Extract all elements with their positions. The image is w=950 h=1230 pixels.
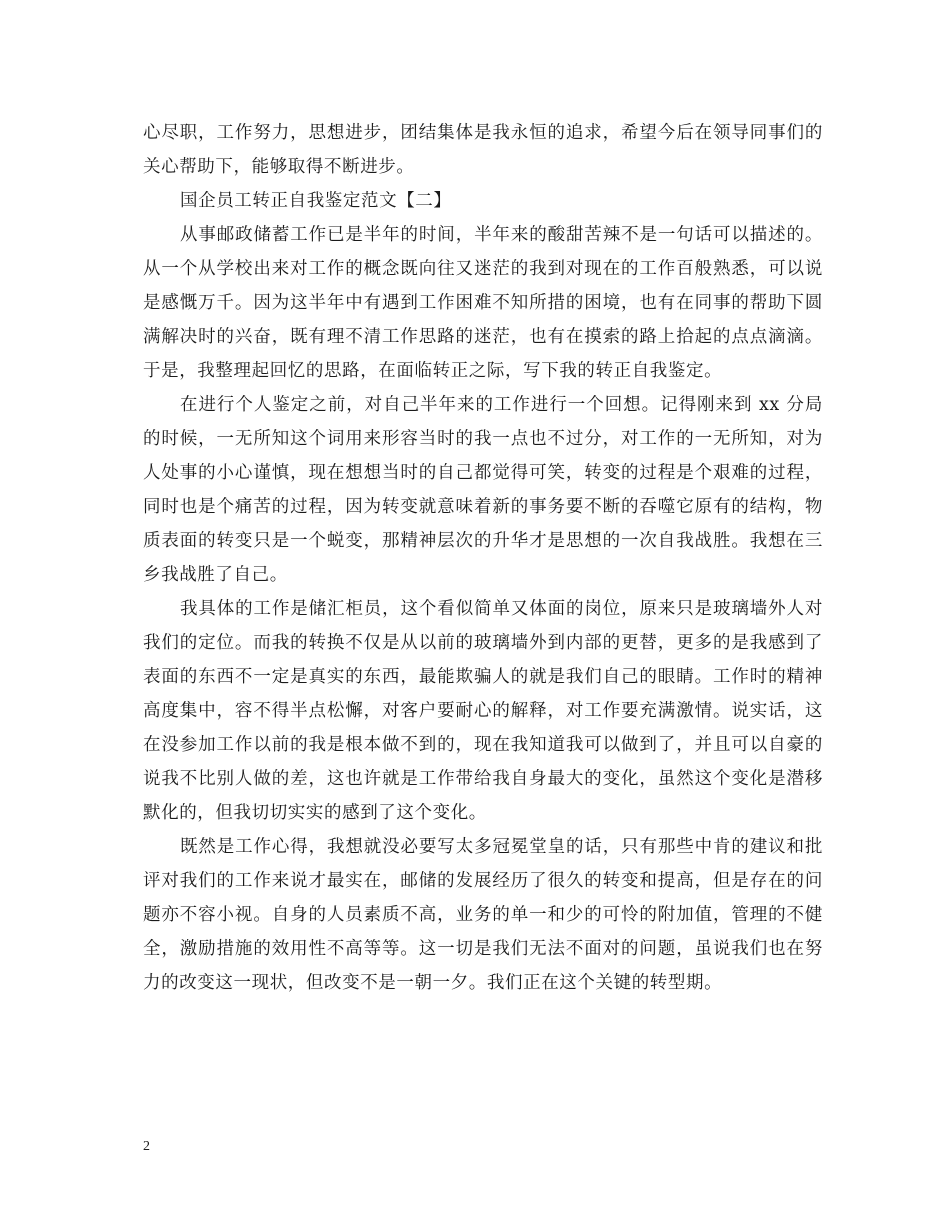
paragraph: 在进行个人鉴定之前，对自己半年来的工作进行一个回想。记得刚来到 xx 分局的时候，一无所知这个词用来形容当时的我一点也不过分，对工作的一无所知，对为人处事的小心谨慎，现在想想当时的自己都觉得可笑，转变的过程是个艰难的过程，同时也是个痛苦的过程，因为转变就意味着新的事务要不断的吞噬它原有的结构，物质表面的转变只是一个蜕变，那精神层次的升华才是思想的一次自我战胜。我想在三乡我战胜了自己。 [143, 395, 823, 585]
document-body [143, 116, 823, 1000]
section-heading: 国企员工转正自我鉴定范文【二】 [180, 191, 452, 211]
page-number: 2 [143, 1139, 150, 1154]
paragraph: 从事邮政储蓄工作已是半年的时间，半年来的酸甜苦辣不是一句话可以描述的。从一个从学校出来对工作的概念既向往又迷茫的我到对现在的工作百般熟悉，可以说是感慨万千。因为这半年中有遇到工作困难不知所措的困境，也有在同事的帮助下圆满解决时的兴奋，既有理不清工作思路的迷茫，也有在摸索的路上拾起的点点滴滴。于是，我整理起回忆的思路，在面临转正之际，写下我的转正自我鉴定。 [143, 225, 823, 381]
paragraph: 我具体的工作是储汇柜员，这个看似简单又体面的岗位，原来只是玻璃墙外人对我们的定位。而我的转换不仅是从以前的玻璃墙外到内部的更替，更多的是我感到了表面的东西不一定是真实的东西，最能欺骗人的就是我们自己的眼睛。工作时的精神高度集中，容不得半点松懈，对客户要耐心的解释，对工作要充满激情。说实话，这在没参加工作以前的我是根本做不到的，现在我知道我可以做到了，并且可以自豪的说我不比别人做的差，这也许就是工作带给我自身最大的变化，虽然这个变化是潜移默化的，但我切切实实的感到了这个变化。 [143, 599, 823, 823]
paragraph: 既然是工作心得，我想就没必要写太多冠冕堂皇的话，只有那些中肯的建议和批评对我们的工作来说才最实在，邮储的发展经历了很久的转变和提高，但是存在的问题亦不容小视。自身的人员素质不高，业务的单一和少的可怜的附加值，管理的不健全，激励措施的效用性不高等等。这一切是我们无法不面对的问题，虽说我们也在努力的改变这一现状，但改变不是一朝一夕。我们正在这个关键的转型期。 [143, 837, 823, 993]
paragraph-continued: 心尽职，工作努力，思想进步，团结集体是我永恒的追求，希望今后在领导同事们的关心帮助下，能够取得不断进步。 [143, 123, 823, 177]
